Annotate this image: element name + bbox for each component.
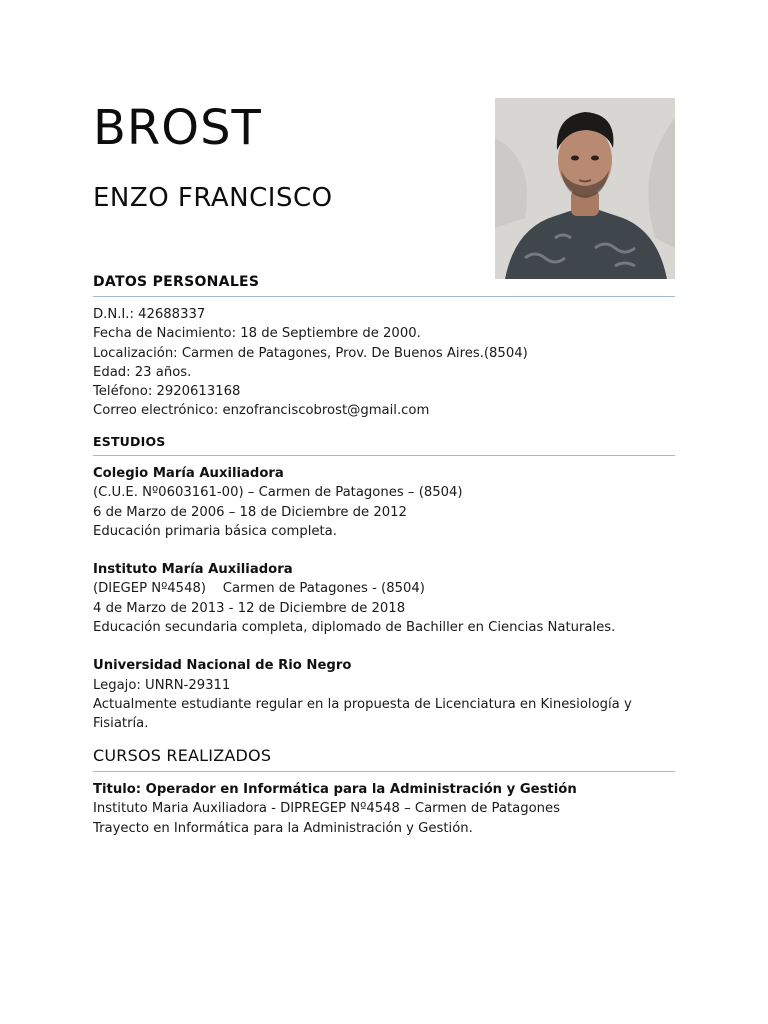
location-line: Localización: Carmen de Patagones, Prov. De Buenos Aires.(8504) bbox=[93, 345, 528, 361]
portrait-image bbox=[495, 98, 675, 279]
personal-data-lines bbox=[93, 305, 675, 421]
school-name: Colegio María Auxiliadora bbox=[93, 466, 284, 481]
school-dates: 6 de Marzo de 2006 – 18 de Diciembre de 2012 bbox=[93, 504, 407, 520]
university-description: Actualmente estudiante regular en la propuesta de Licenciatura en Kinesiología y Fisiatría. bbox=[93, 696, 632, 732]
personal-data-title: DATOS PERSONALES bbox=[93, 272, 675, 297]
course-title: Titulo: Operador en Informática para la Administración y Gestión bbox=[93, 782, 577, 797]
school-description: Educación secundaria completa, diplomado de Bachiller en Ciencias Naturales. bbox=[93, 620, 616, 636]
courses-lines bbox=[93, 780, 675, 838]
age-line: Edad: 23 años. bbox=[93, 364, 192, 380]
course-description: Trayecto en Informática para la Administración y Gestión. bbox=[93, 820, 473, 836]
email-line: Correo electrónico: enzofranciscobrost@gmail.com bbox=[93, 403, 430, 419]
education-section bbox=[93, 433, 675, 734]
dni-line: D.N.I.: 42688337 bbox=[93, 307, 206, 322]
education-lines bbox=[93, 464, 675, 734]
course-institution: Instituto Maria Auxiliadora - DIPREGEP Nº4548 – Carmen de Patagones bbox=[93, 801, 561, 817]
courses-section bbox=[93, 745, 675, 838]
school-dates: 4 de Marzo de 2013 - 12 de Diciembre de 2018 bbox=[93, 600, 406, 616]
school-detail: (DIEGEP Nº4548) Carmen de Patagones - (8504) bbox=[93, 581, 425, 597]
phone-line: Teléfono: 2920613168 bbox=[93, 384, 241, 400]
university-file-number: Legajo: UNRN-29311 bbox=[93, 677, 231, 693]
school-detail: (C.U.E. Nº0603161-00) – Carmen de Patagones – (8504) bbox=[93, 485, 463, 501]
university-name: Universidad Nacional de Rio Negro bbox=[93, 658, 352, 674]
profile-photo bbox=[495, 98, 675, 279]
given-names-heading: ENZO FRANCISCO bbox=[93, 183, 333, 213]
personal-data-section bbox=[93, 272, 675, 421]
school-name: Instituto María Auxiliadora bbox=[93, 562, 293, 578]
education-title: ESTUDIOS bbox=[93, 433, 675, 456]
courses-title: CURSOS REALIZADOS bbox=[93, 745, 675, 772]
birthdate-line: Fecha de Nacimiento: 18 de Septiembre de 2000. bbox=[93, 326, 421, 342]
surname-heading: BROST bbox=[93, 100, 262, 156]
school-description: Educación primaria básica completa. bbox=[93, 523, 337, 539]
